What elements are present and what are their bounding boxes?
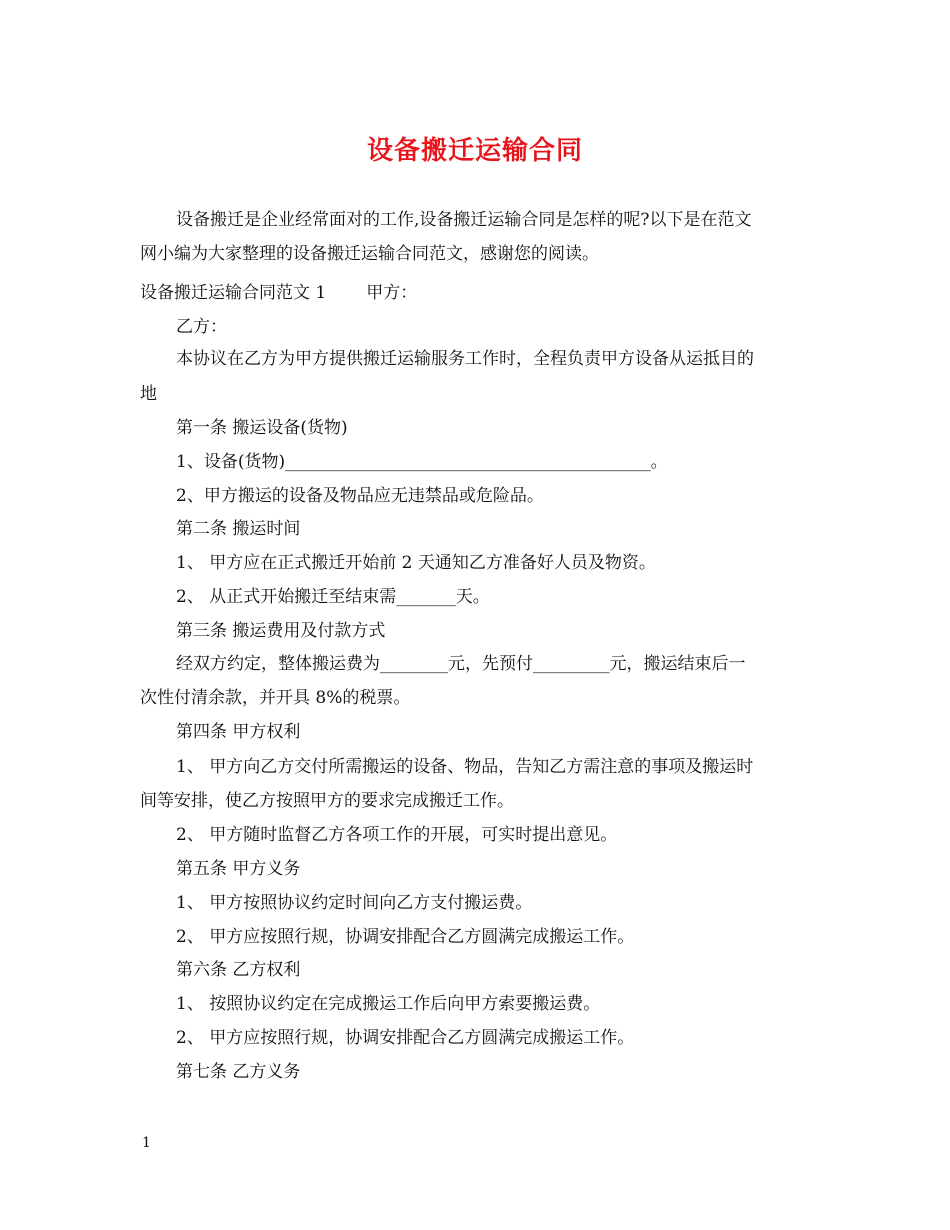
article-2-item-1: 1、 甲方应在正式搬迁开始前 2 天通知乙方准备好人员及物资。 xyxy=(176,553,656,573)
sample-heading: 设备搬迁运输合同范文 1 xyxy=(140,283,327,303)
article-2-title: 第二条 搬运时间 xyxy=(176,519,301,539)
article-4-title: 第四条 甲方权利 xyxy=(176,722,301,742)
article-2-item-2: 2、 从正式开始搬迁至结束需_______天。 xyxy=(176,587,490,607)
article-1-item-2: 2、甲方搬运的设备及物品应无违禁品或危险品。 xyxy=(176,486,544,506)
party-b-label: 乙方： xyxy=(176,317,227,337)
article-1-item-1: 1、设备(货物)___________________________________________。 xyxy=(176,452,668,472)
article-7-title: 第七条 乙方义务 xyxy=(176,1062,301,1082)
party-a-label: 甲方： xyxy=(366,283,418,303)
article-3-title: 第三条 搬运费用及付款方式 xyxy=(176,621,386,641)
article-4-item-1-line-1: 1、 甲方向乙方交付所需搬运的设备、物品，告知乙方需注意的事项及搬运时 xyxy=(176,757,754,777)
document-title: 设备搬迁运输合同 xyxy=(366,136,583,166)
article-4-item-2: 2、 甲方随时监督乙方各项工作的开展，可实时提出意见。 xyxy=(176,825,618,845)
purpose-line-1: 本协议在乙方为甲方提供搬迁运输服务工作时，全程负责甲方设备从运抵目的 xyxy=(176,349,754,369)
article-6-item-1: 1、 按照协议约定在完成搬运工作后向甲方索要搬运费。 xyxy=(176,994,601,1014)
article-4-item-1-line-2: 间等安排，使乙方按照甲方的要求完成搬迁工作。 xyxy=(140,791,514,811)
article-3-text-1: 经双方约定，整体搬运费为________元，先预付_________元，搬运结束后一 xyxy=(176,654,746,674)
intro-line-2: 网小编为大家整理的设备搬迁运输合同范文，感谢您的阅读。 xyxy=(140,244,599,264)
article-5-item-1: 1、 甲方按照协议约定时间向乙方支付搬运费。 xyxy=(176,893,533,913)
purpose-line-2: 地 xyxy=(140,384,157,404)
article-5-title: 第五条 甲方义务 xyxy=(176,859,301,879)
article-1-title: 第一条 搬运设备(货物) xyxy=(176,418,348,438)
article-6-title: 第六条 乙方权利 xyxy=(176,960,301,980)
page-number: 1 xyxy=(142,1135,151,1151)
article-3-text-2: 次性付清余款，并开具 8%的税票。 xyxy=(140,688,411,708)
article-5-item-2: 2、 甲方应按照行规，协调安排配合乙方圆满完成搬运工作。 xyxy=(176,927,635,947)
article-6-item-2: 2、 甲方应按照行规，协调安排配合乙方圆满完成搬运工作。 xyxy=(176,1028,635,1048)
intro-line-1: 设备搬迁是企业经常面对的工作,设备搬迁运输合同是怎样的呢?以下是在范文 xyxy=(176,210,752,230)
sample-heading-row xyxy=(140,281,417,305)
